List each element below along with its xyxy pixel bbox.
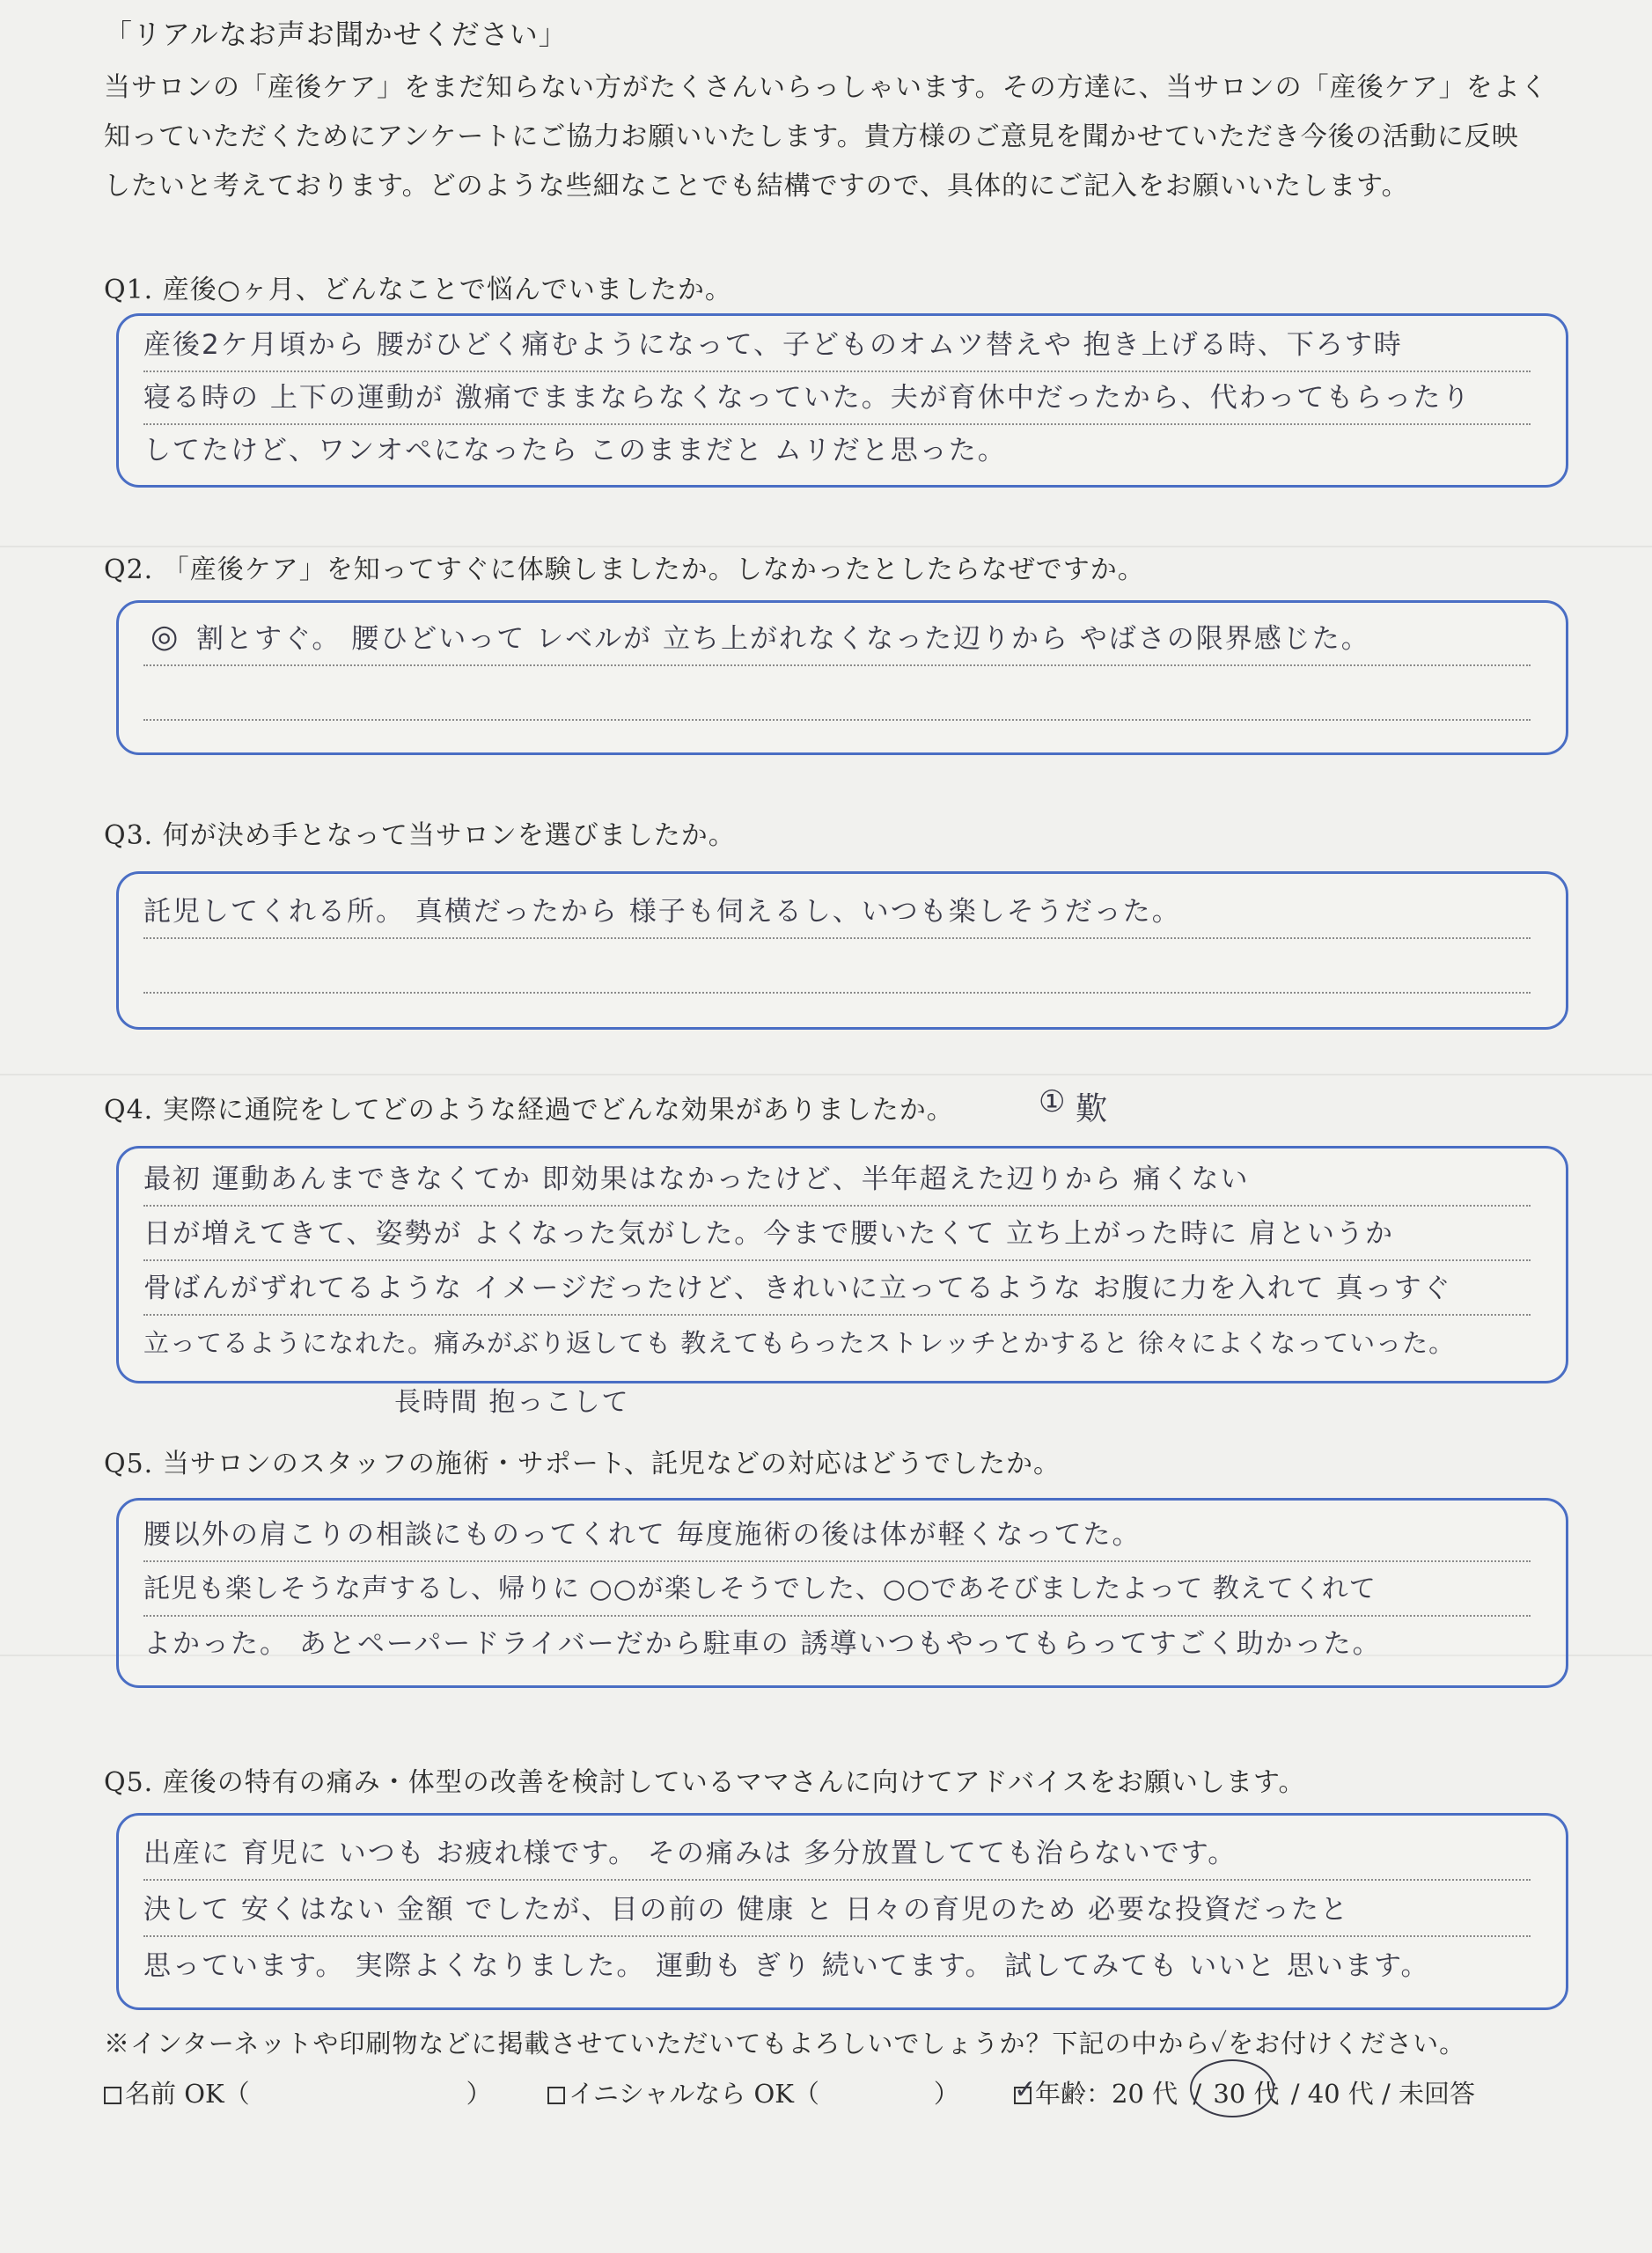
answer-box-6[interactable] (116, 1813, 1568, 2010)
checkbox-icon[interactable] (1014, 2074, 1037, 2105)
answer-line: 思っています。 実際よくなりました。 運動も ぎり 続いてます。 試してみても いいと 思います。 (143, 1950, 1430, 1982)
answer-line (143, 666, 1531, 721)
name-ok-close: ） (466, 2079, 492, 2109)
answer-box-4[interactable] (116, 1146, 1568, 1383)
answer-line: 腰以外の肩こりの相談にものってくれて 毎度施術の後は体が軽くなってた。 (143, 1508, 1531, 1562)
question-1: Q1. 産後○ヶ月、どんなことで悩んでいましたか。 (104, 275, 732, 305)
answer-line (143, 939, 1531, 994)
answer-line: 日が増えてきて、姿勢が よくなった気がした。今まで腰いたくて 立ち上がった時に 肩というか (143, 1207, 1531, 1261)
answer-line: 立ってるようになれた。痛みがぶり返しても 教えてもらったストレッチとかすると 徐々によくなっていった。 (143, 1328, 1456, 1358)
answer-line: 託児も楽しそうな声するし、帰りに ○○が楽しそうでした、○○であそびましたよって 教えてくれて (143, 1562, 1531, 1617)
answer-box-3[interactable] (116, 871, 1568, 1030)
paper-fold (0, 1074, 1652, 1075)
question-5: Q5. 当サロンのスタッフの施術・サポート、託児などの対応はどうでしたか。 (104, 1449, 1061, 1479)
initial-ok-label: イニシャルなら OK（ (569, 2079, 819, 2109)
answer-line: 決して 安くはない 金額 でしたが、目の前の 健康 と 日々の育児のため 必要な投資だったと (143, 1882, 1531, 1937)
initial-ok-close: ） (933, 2079, 959, 2109)
age-40-option[interactable]: 40 代 (1307, 2079, 1374, 2109)
age-30-option[interactable]: 30 代 (1213, 2079, 1280, 2109)
name-ok-option[interactable] (104, 2074, 492, 2110)
check-mark-icon: ✓ (1014, 2074, 1037, 2105)
answer-box-5[interactable] (116, 1498, 1568, 1688)
answer-line: 最初 運動あんまできなくてか 即効果はなかったけど、半年超えた辺りから 痛くない (143, 1152, 1531, 1207)
question-4: Q4. 実際に通院をしてどのような経過でどんな効果がありましたか。 (104, 1095, 954, 1126)
answer-line: 割とすぐ。 腰ひどいって レベルが 立ち上がれなくなった辺りから やばさの限界感じた。 (143, 612, 1531, 666)
answer-line: よかった。 あとペーパードライバーだから駐車の 誘導いつもやってもらってすごく助かった。 (143, 1628, 1382, 1660)
answer-line: 寝る時の 上下の運動が 激痛でままならなくなっていた。夫が育休中だったから、代わってもらったり (143, 371, 1531, 425)
intro-line: 知っていただくためにアンケートにご協力お願いいたします。貴方様のご意見を聞かせていただき今後の活動に反映 (104, 121, 1519, 152)
answer-line: してたけど、ワンオペになったら このままだと ムリだと思った。 (143, 435, 1007, 466)
age-separator: / (1193, 2079, 1202, 2109)
page-title: 「リアルなお声お聞かせください」 (104, 18, 568, 51)
age-separator: / (1290, 2079, 1300, 2109)
checkbox-icon[interactable] (104, 2087, 121, 2104)
question-3: Q3. 何が決め手となって当サロンを選びましたか。 (104, 820, 736, 851)
no-answer-option[interactable]: 未回答 (1399, 2079, 1476, 2109)
answer-box-1[interactable] (116, 313, 1568, 488)
publish-consent-note: ※インターネットや印刷物などに掲載させていただいてもよろしいでしょうか？下記の中から✓をお付けください。 (104, 2029, 1466, 2059)
answer-box-2[interactable] (116, 600, 1568, 755)
intro-line: したいと考えております。どのような些細なことでも結構ですので、具体的にご記入をお願いいたします。 (104, 171, 1409, 202)
initial-ok-option[interactable] (547, 2074, 959, 2110)
question-2: Q2. 「産後ケア」を知ってすぐに体験しましたか。しなかったとしたらなぜですか。 (104, 554, 1145, 585)
name-ok-label: 名前 OK（ (125, 2079, 250, 2109)
age-separator: / (1382, 2079, 1391, 2109)
handwritten-mark: 歎 (1076, 1091, 1108, 1127)
answer-line: 産後2ケ月頃から 腰がひどく痛むようになって、子どものオムツ替えや 抱き上げる時、下ろす時 (143, 318, 1531, 372)
answer-line: 骨ばんがずれてるような イメージだったけど、きれいに立ってるような お腹に力を入れて 真っすぐ (143, 1261, 1531, 1316)
answer-line: 出産に 育児に いつも お疲れ様です。 その痛みは 多分放置してても治らないです。 (143, 1826, 1531, 1881)
question-6: Q5. 産後の特有の痛み・体型の改善を検討しているママさんに向けてアドバイスをお願いします。 (104, 1767, 1306, 1798)
intro-text (104, 63, 1582, 211)
checkbox-icon[interactable] (547, 2087, 565, 2104)
circled-number-mark: ① (1039, 1084, 1066, 1119)
double-circle-mark: ◎ (151, 619, 179, 655)
selected-circle-mark (1190, 2059, 1274, 2117)
intro-line: 当サロンの「産後ケア」をまだ知らない方がたくさんいらっしゃいます。その方達に、当サロンの「産後ケア」をよく (104, 72, 1548, 103)
inserted-text: 長時間 抱っこして (394, 1387, 630, 1418)
age-label: 年齢：20 代 (1035, 2079, 1178, 2109)
answer-line: 託児してくれる所。 真横だったから 様子も伺えるし、いつも楽しそうだった。 (143, 884, 1531, 939)
